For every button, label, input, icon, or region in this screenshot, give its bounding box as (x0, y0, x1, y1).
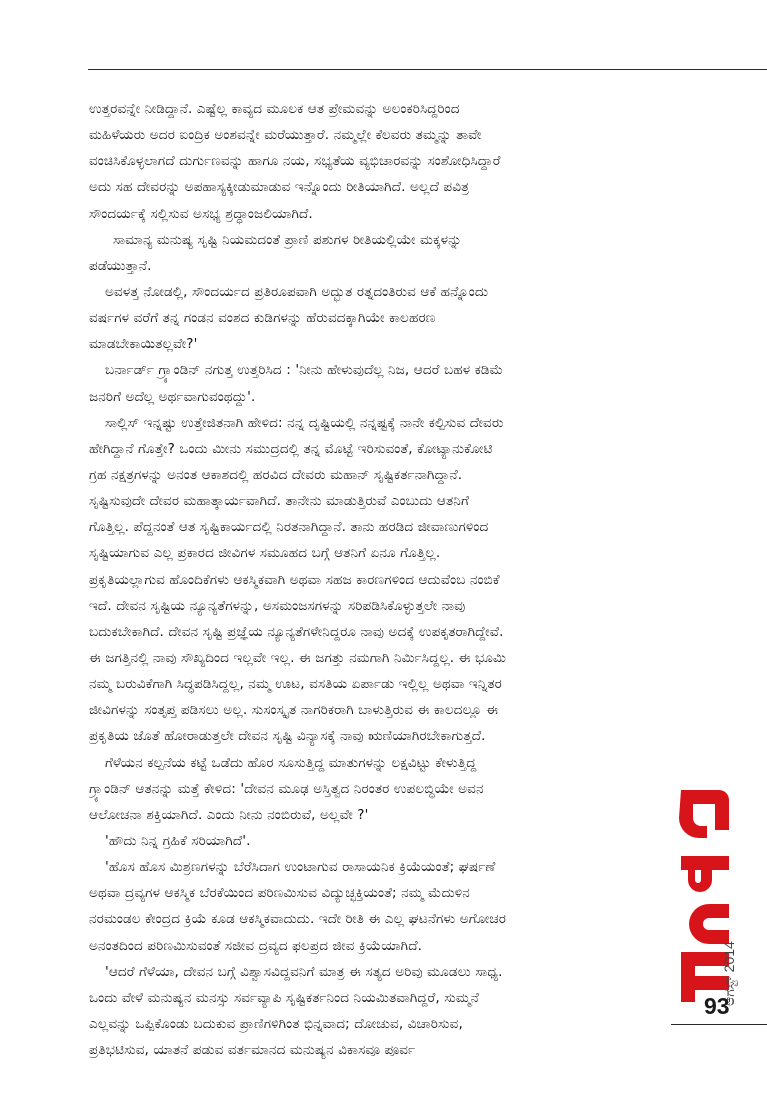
text-line: ಈ ಜಗತ್ತಿನಲ್ಲಿ ನಾವು ಸೌಖ್ಯದಿಂದ ಇಲ್ಲವೇ ಇಲ್ಲ. ಈ ಜಗತ್ತು ನಮಗಾಗಿ ನಿರ್ಮಿಸಿದ್ದಲ್ಲ. ಈ ಭೂಮಿ (89, 649, 507, 666)
text-line: ಉತ್ತರವನ್ನೇ ನೀಡಿದ್ದಾನೆ. ಎಷ್ಟೆಲ್ಲ ಕಾವ್ಯದ ಮೂಲಕ ಆತ ಪ್ರೇಮವನ್ನು ಅಲಂಕರಿಸಿದ್ದರಿಂದ (89, 101, 460, 117)
text-line: ಎಲ್ಲವನ್ನು ಒಪ್ಪಿಕೊಂಡು ಬದುಕುವ ಪ್ರಾಣಿಗಳಿಗಿಂತ ಭಿನ್ನವಾದ; ದೋಚುವ, ವಿಚಾರಿಸುವ, (89, 1015, 463, 1032)
issue-date (717, 782, 741, 1012)
text-line: ಹೇಗಿದ್ದಾನೆ ಗೊತ್ತೇ? ಒಂದು ಮೀನು ಸಮುದ್ರದಲ್ಲಿ ತನ್ನ ಮೊಟ್ಟೆ ಇರಿಸುವಂತೆ, ಕೋಟ್ಯಾನುಕೋಟಿ (89, 440, 493, 457)
text-line: ಇದೆ. ದೇವನ ಸೃಷ್ಟಿಯ ನ್ಯೂನ್ಯತೆಗಳನ್ನು, ಅಸಮಂಜಸಗಳನ್ನು ಸರಿಪಡಿಸಿಕೊಳ್ಳುತ್ತಲೇ ನಾವು (89, 597, 466, 614)
text-line: ಆಲೋಚನಾ ಶಕ್ತಿಯಾಗಿದೆ. ಎಂದು ನೀನು ನಂಬಿರುವೆ, ಅಲ್ಲವೇ ?' (89, 806, 369, 823)
paragraph-start-line: ಅವಳತ್ತ ನೋಡಲ್ಲಿ, ಸೌಂದರ್ಯದ ಪ್ರತಿರೂಪವಾಗಿ ಅದ್ಭುತ ರತ್ನದಂತಿರುವ ಆಕೆ ಹನ್ನೊಂದು (105, 283, 489, 300)
text-line: ಅಥವಾ ದ್ರವ್ಯಗಳ ಆಕಸ್ಮಿಕ ಬೆರಕೆಯಿಂದ ಪರಿಣಮಿಸುವ ವಿದ್ಯುಚ್ಛಕ್ತಿಯಂತೆ; ನಮ್ಮ ಮೆದುಳಿನ (89, 885, 470, 902)
text-line: ಸೃಷ್ಟಿಯಾಗುವ ಎಲ್ಲ ಪ್ರಕಾರದ ಜೀವಿಗಳ ಸಮೂಹದ ಬಗ್ಗೆ ಆತನಿಗೆ ಏನೂ ಗೊತ್ತಿಲ್ಲ. (89, 545, 441, 562)
paragraph-start-line: ಗೆಳೆಯನ ಕಲ್ಪನೆಯ ಕಟ್ಟೆ ಒಡೆದು ಹೊರ ಸೂಸುತ್ತಿದ್ದ ಮಾತುಗಳನ್ನು ಲಕ್ಷವಿಟ್ಟು ಕೇಳುತ್ತಿದ್ದ (105, 754, 477, 771)
paragraph-start-line: ಸಾಮಾನ್ಯ ಮನುಷ್ಯ ಸೃಷ್ಟಿ ನಿಯಮದಂತೆ ಪ್ರಾಣಿ ಪಶುಗಳ ರೀತಿಯಲ್ಲಿಯೇ ಮಕ್ಕಳನ್ನು (113, 231, 462, 248)
paragraph-start-line: 'ಹೊಸ ಹೊಸ ಮಿಶ್ರಣಗಳನ್ನು ಬೆರೆಸಿದಾಗ ಉಂಟಾಗುವ ರಾಸಾಯನಿಕ ಕ್ರಿಯೆಯಂತೆ; ಘರ್ಷಣೆ (105, 859, 496, 876)
text-line: ಅದು ಸಹ ದೇವರನ್ನು ಅಪಹಾಸ್ಯಕ್ಕೀಡುಮಾಡುವ ಇನ್ನೊಂದು ರೀತಿಯಾಗಿದೆ. ಅಲ್ಲದೆ ಪವಿತ್ರ (89, 179, 469, 196)
text-line: ಪ್ರಕೃತಿಯ ಜೊತೆ ಹೋರಾಡುತ್ತಲೇ ದೇವನ ಸೃಷ್ಟಿ ವಿನ್ಯಾಸಕ್ಕೆ ನಾವು ಋಣಿಯಾಗಿರಬೇಕಾಗುತ್ತದೆ. (89, 728, 486, 745)
article-body (89, 96, 669, 1063)
text-line: ಸೃಷ್ಟಿಸುವುದೇ ದೇವರ ಮಹಾತ್ಕಾರ್ಯವಾಗಿದೆ. ತಾನೇನು ಮಾಡುತ್ತಿರುವೆ ಎಂಬುದು ಆತನಿಗೆ (89, 493, 469, 510)
text-line: ಜೀವಿಗಳನ್ನು ಸಂತೃಪ್ತ ಪಡಿಸಲು ಅಲ್ಲ. ಸುಸಂಸ್ಕೃತ ನಾಗರಿಕರಾಗಿ ಬಾಳುತ್ತಿರುವ ಈ ಕಾಲದಲ್ಲೂ ಈ (89, 702, 499, 719)
text-line: ಸೌಂದರ್ಯಕ್ಕೆ ಸಲ್ಲಿಸುವ ಅಸಭ್ಯ ಶ್ರದ್ಧಾಂಜಲಿಯಾಗಿದೆ. (89, 205, 313, 222)
page-number: 93 (704, 993, 730, 1019)
paragraph-start-line: 'ಹೌದು ನಿನ್ನ ಗ್ರಹಿಕೆ ಸರಿಯಾಗಿದೆ'. (105, 832, 251, 849)
text-line: ಗ್ರಹ ನಕ್ಷತ್ರಗಳನ್ನು ಅನಂತ ಆಕಾಶದಲ್ಲಿ ಹರವಿದ ದೇವರು ಮಹಾನ್ ಸೃಷ್ಟಿಕರ್ತನಾಗಿದ್ದಾನೆ. (89, 466, 463, 483)
text-line: ನಮ್ಮ ಬರುವಿಕೆಗಾಗಿ ಸಿದ್ಧಪಡಿಸಿದ್ದಲ್ಲ, ನಮ್ಮ ಊಟ, ವಸತಿಯ ಏರ್ಪಾಡು ಇಲ್ಲಿಲ್ಲ ಅಥವಾ ಇನ್ನಿತರ (89, 676, 502, 693)
text-line: ಬದುಕಬೇಕಾಗಿದೆ. ದೇವನ ಸೃಷ್ಟಿ ಪ್ರಜ್ಞೆಯ ನ್ಯೂನ್ಯತೆಗಳೇನಿದ್ದರೂ ನಾವು ಅದಕ್ಕೆ ಉಪಕೃತರಾಗಿದ್ದೇವೆ. (89, 623, 504, 640)
paragraph-start-line: ಸಾಲ್ಲಿಸ್ ಇನ್ನಷ್ಟು ಉತ್ತೇಜಿತನಾಗಿ ಹೇಳಿದ: ನನ್ನ ದೃಷ್ಟಿಯಲ್ಲಿ ನನ್ನಷ್ಟಕ್ಕೆ ನಾನೇ ಕಲ್ಪಿಸುವ ದೇವರು (105, 414, 504, 431)
text-line: ವರ್ಷಗಳ ವರೆಗೆ ತನ್ನ ಗಂಡನ ವಂಶದ ಕುಡಿಗಳನ್ನು ಹೆರುವದಕ್ಕಾಗಿಯೇ ಕಾಲಹರಣ (89, 310, 436, 327)
text-line: ಮಾಡಬೇಕಾಯಿತಲ್ಲವೇ?' (89, 336, 198, 353)
issue-date-label: ಆಗಸ್ಟ್ 2014 (721, 941, 737, 1006)
text-line: ನರಮಂಡಲ ಕೇಂದ್ರದ ಕ್ರಿಯೆ ಕೂಡ ಆಕಸ್ಮಿಕವಾದುದು. ಇದೇ ರೀತಿ ಈ ಎಲ್ಲ ಘಟನೆಗಳು ಅಗೋಚರ (89, 911, 507, 928)
text-line: ಒಂದು ವೇಳೆ ಮನುಷ್ಯನ ಮನಸ್ಸು ಸರ್ವವ್ಯಾಪಿ ಸೃಷ್ಟಿಕರ್ತನಿಂದ ನಿಯಮಿತವಾಗಿದ್ದರೆ, ಸುಮ್ಮನೆ (89, 989, 479, 1006)
paragraph-start-line: 'ಆದರೆ ಗೆಳೆಯಾ, ದೇವನ ಬಗ್ಗೆ ವಿಶ್ವಾಸವಿದ್ದವನಿಗೆ ಮಾತ್ರ ಈ ಸತ್ಯದ ಅರಿವು ಮೂಡಲು ಸಾಧ್ಯ. (105, 963, 503, 980)
text-line: ಪ್ರಕೃತಿಯಲ್ಲಾಗುವ ಹೊಂದಿಕೆಗಳು ಆಕಸ್ಮಿಕವಾಗಿ ಅಥವಾ ಸಹಜ ಕಾರಣಗಳಿಂದ ಆದುವೆಂಬ ನಂಬಿಕೆ (89, 571, 500, 588)
text-line: ಪ್ರತಿಭಟಿಸುವ, ಯಾತನೆ ಪಡುವ ವರ್ತಮಾನದ ಮನುಷ್ಯನ ವಿಕಾಸವೂ ಪೂರ್ವ (89, 1042, 416, 1059)
text-line: ವಂಚಿಸಿಕೊಳ್ಳಲಾಗದೆ ದುರ್ಗುಣವನ್ನು ಹಾಗೂ ನಯ, ಸಭ್ಯತೆಯ ವ್ಯಭಿಚಾರವನ್ನು ಸಂಶೋಧಿಸಿದ್ದಾರೆ (89, 153, 501, 170)
footer-divider (671, 1024, 767, 1025)
paragraph-start-line: ಬರ್ನಾರ್ಡ್ ಗ್ರ್ಯಾಂಡಿನ್ ನಗುತ್ತ ಉತ್ತರಿಸಿದ : 'ನೀನು ಹೇಳುವುದೆಲ್ಲ ನಿಜ, ಆದರೆ ಬಹಳ ಕಡಿಮೆ (105, 362, 504, 379)
text-line: ಜನರಿಗೆ ಅದೆಲ್ಲ ಅರ್ಥವಾಗುವಂಥದ್ದು'. (89, 388, 256, 405)
text-line: ಗ್ರ್ಯಾಂಡಿನ್ ಆತನನ್ನು ಮತ್ತೆ ಕೇಳಿದ: 'ದೇವನ ಮೂಢ ಅಸ್ತಿತ್ವದ ನಿರಂತರ ಉಪಲಬ್ಧಿಯೇ ಅವನ (89, 780, 484, 797)
text-line: ಅನಂತದಿಂದ ಪರಿಣಮಿಸುವಂತೆ ಸಜೀವ ದ್ರವ್ಯದ ಫಲಪ್ರದ ಜೀವ ಕ್ರಿಯೆಯಾಗಿದೆ. (89, 937, 423, 954)
text-line: ಗೊತ್ತಿಲ್ಲ. ಪೆದ್ದನಂತೆ ಆತ ಸೃಷ್ಟಿಕಾರ್ಯದಲ್ಲಿ ನಿರತನಾಗಿದ್ದಾನೆ. ತಾನು ಹರಡಿದ ಜೀವಾಣುಗಳಿಂದ (89, 519, 489, 536)
text-line: ಪಡೆಯುತ್ತಾನೆ. (89, 257, 152, 274)
header-divider (88, 69, 767, 70)
magazine-masthead (675, 782, 741, 1012)
text-line: ಮಹಿಳೆಯರು ಅದರ ಐಂದ್ರಿಕ ಅಂಶವನ್ನೇ ಮರೆಯುತ್ತಾರೆ. ನಮ್ಮಲ್ಲೇ ಕೆಲವರು ತಮ್ಮನ್ನು ತಾವೇ (89, 127, 482, 144)
